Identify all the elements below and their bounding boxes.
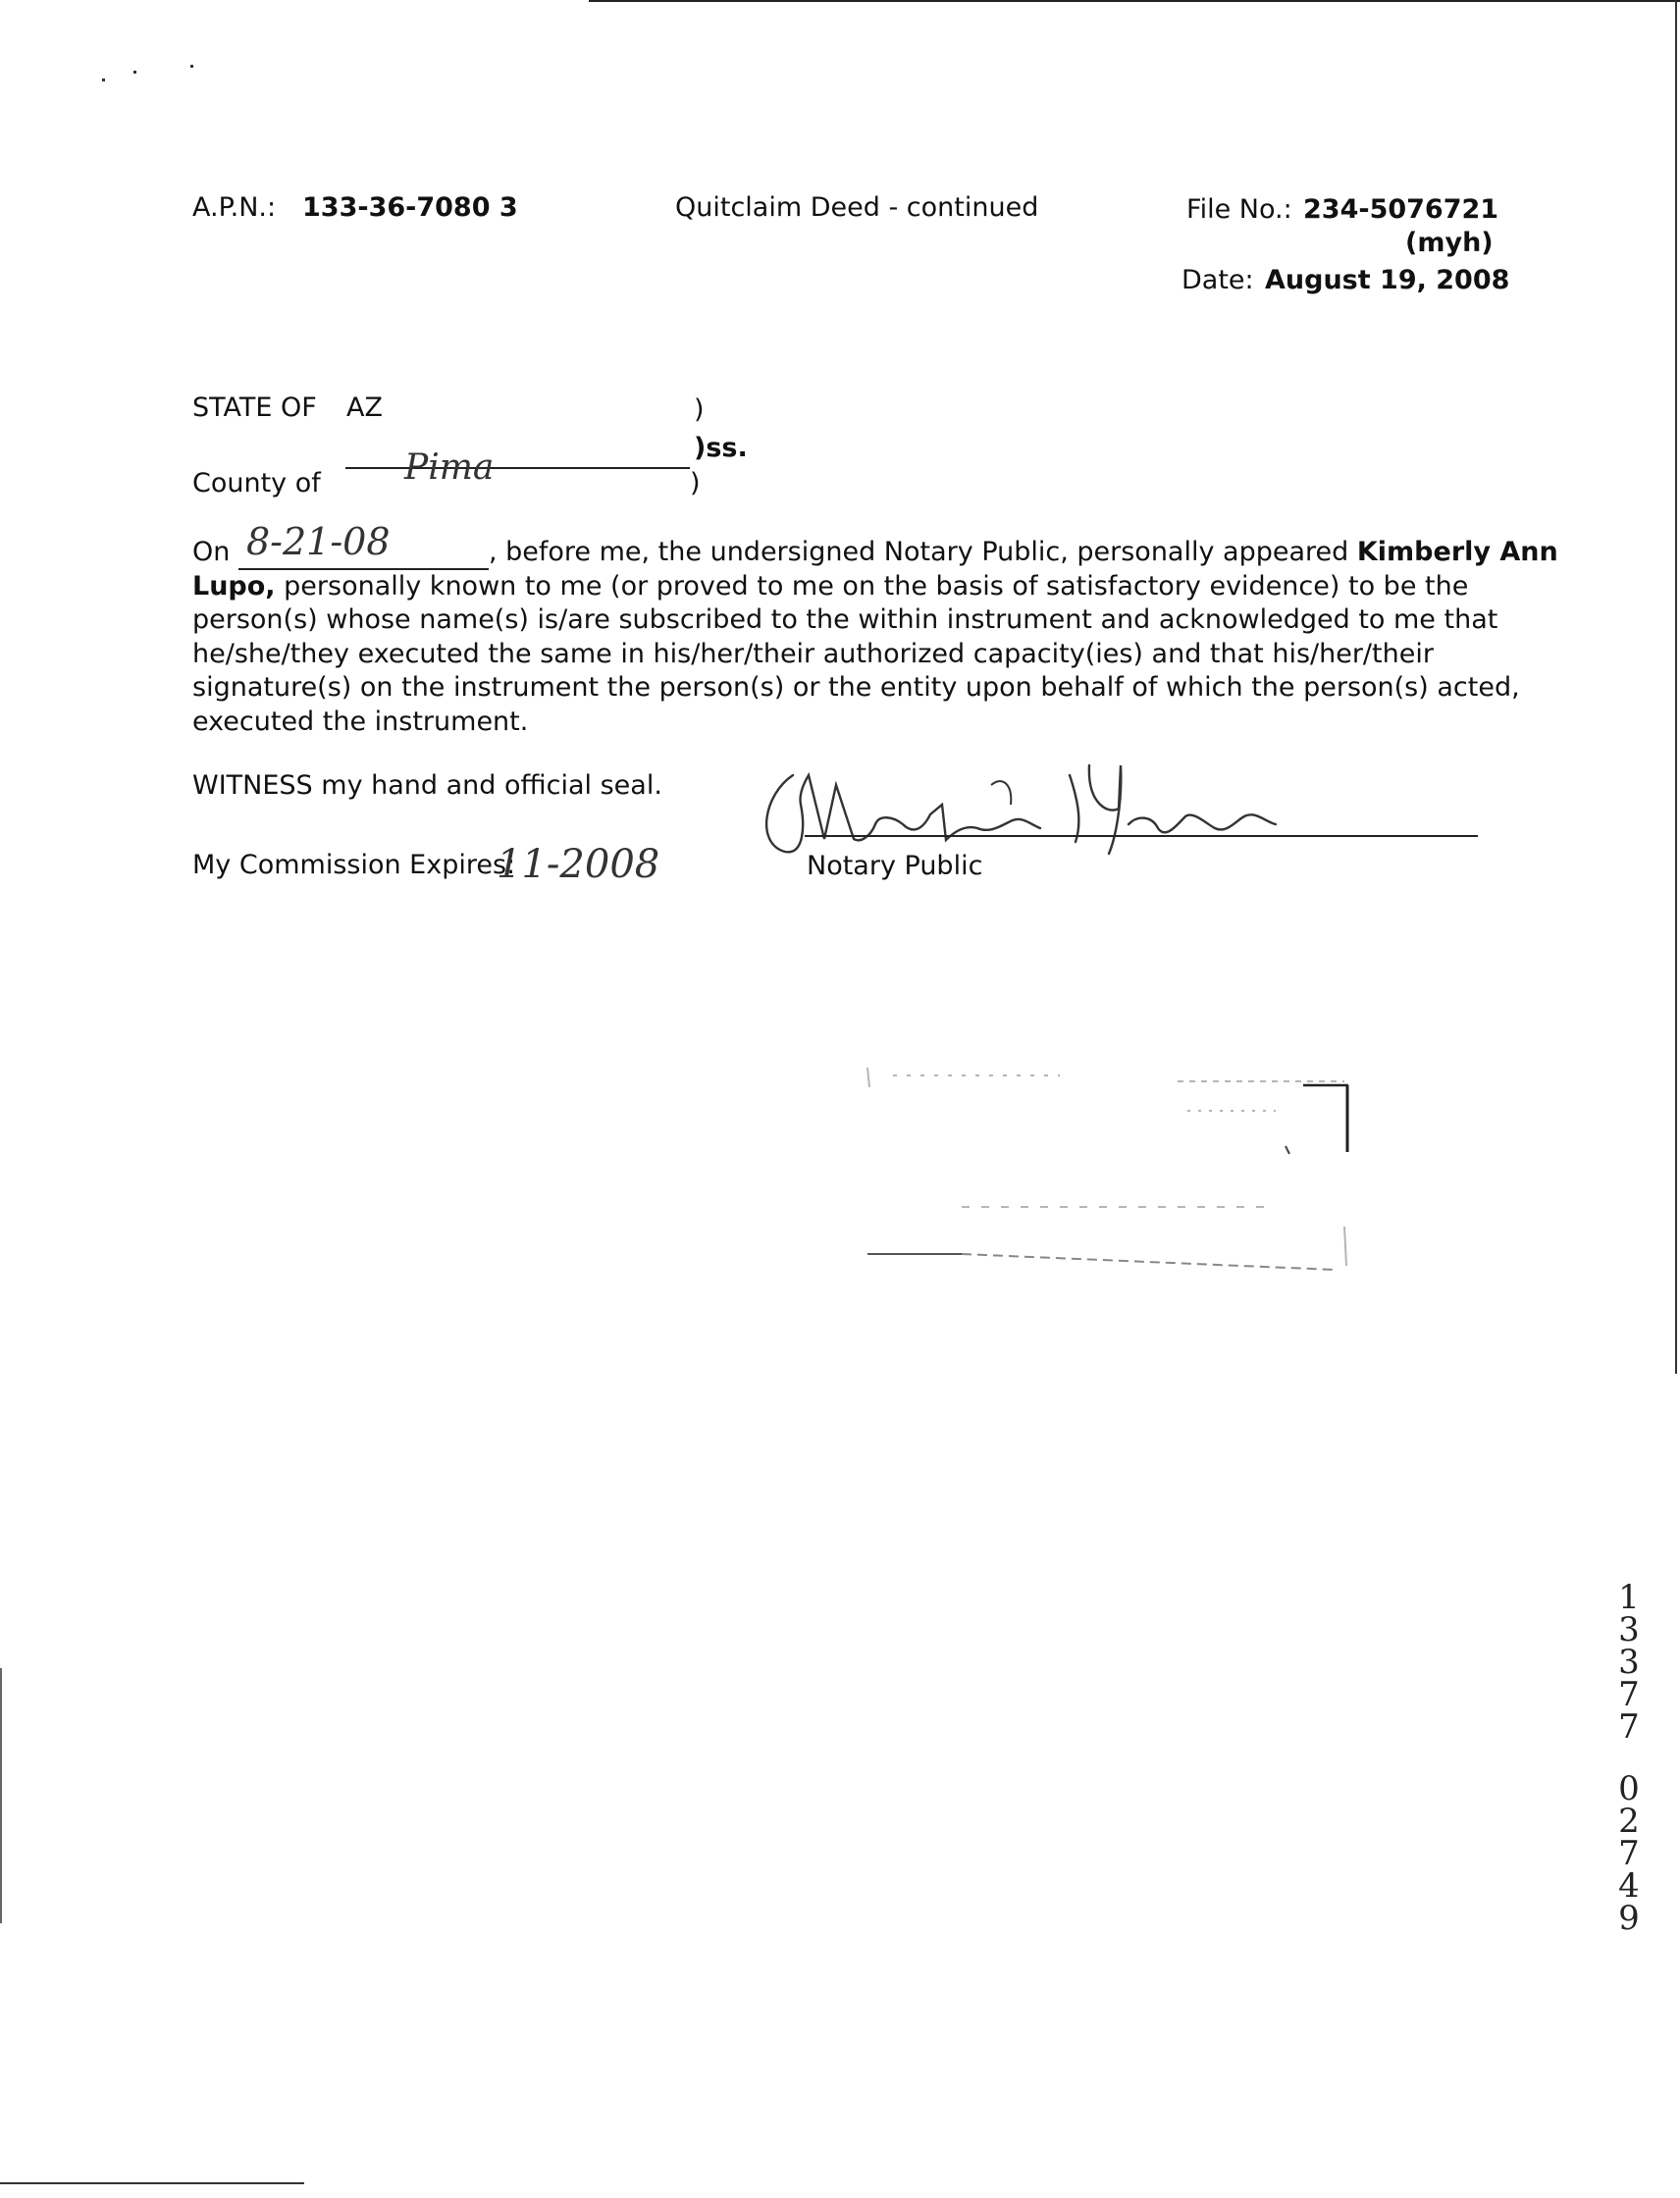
- ack-person-name-2: Lupo,: [192, 570, 276, 602]
- ack-line-6: executed the instrument.: [192, 706, 529, 737]
- ack-line-2-text: personally known to me (or proved to me on the basis of satisfactory evidence) to be the: [275, 570, 1469, 602]
- ack-line-2: [192, 570, 1488, 604]
- commission-handwritten: 11-2008: [497, 842, 660, 887]
- county-label: County of: [192, 468, 321, 498]
- scan-edge-top: [589, 0, 1680, 2]
- ack-line-5: signature(s) on the instrument the person(s) or the entity upon behalf of which the person(s) acted,: [192, 672, 1520, 703]
- date-value: August 19, 2008: [1265, 265, 1510, 295]
- notary-signature: [746, 746, 1492, 864]
- file-number-label: File No.:: [1186, 194, 1292, 225]
- witness-text: WITNESS my hand and official seal.: [192, 770, 662, 801]
- county-underline: [345, 467, 690, 469]
- side-record-number: 1 3 3 7 7 0 2 7 4 9: [1618, 1578, 1640, 1938]
- state-label: STATE OF: [192, 392, 317, 423]
- ack-line-4: he/she/they executed the same in his/her/their authorized capacity(ies) and that his/her/their: [192, 638, 1434, 669]
- venue-paren-top: ): [694, 394, 705, 425]
- date-label: Date:: [1181, 265, 1254, 295]
- apn-value: 133-36-7080 3: [302, 192, 518, 223]
- scan-edge-left: [0, 1668, 2, 1923]
- ack-line-3: person(s) whose name(s) is/are subscribed to the within instrument and acknowledged to me that: [192, 604, 1498, 635]
- state-value: AZ: [346, 392, 383, 423]
- venue-ss: )ss.: [694, 433, 748, 463]
- scan-speck: [190, 65, 193, 68]
- notary-public-label: Notary Public: [807, 851, 983, 881]
- scan-speck: [102, 78, 105, 81]
- ack-person-name-1: Kimberly Ann: [1356, 537, 1558, 567]
- ack-date-line: [238, 519, 489, 570]
- ack-line-1: [192, 519, 1558, 570]
- county-handwritten: Pima: [404, 447, 495, 488]
- venue-paren-bottom: ): [690, 468, 701, 498]
- ack-date-handwritten: 8-21-08: [245, 519, 391, 563]
- file-number-suffix: (myh): [1405, 228, 1494, 258]
- commission-label: My Commission Expires:: [192, 850, 516, 880]
- on-label: On: [192, 537, 231, 567]
- scan-speck: [133, 71, 136, 74]
- file-number-value: 234-5076721: [1303, 194, 1499, 225]
- apn-label: A.P.N.:: [192, 192, 277, 223]
- document-title: Quitclaim Deed - continued: [675, 192, 1039, 223]
- faded-recording-stamp: [864, 1060, 1354, 1281]
- ack-text-after-date: , before me, the undersigned Notary Public, personally appeared: [488, 537, 1357, 567]
- scan-edge-right: [1675, 0, 1677, 1374]
- scan-edge-bottom: [0, 2182, 304, 2184]
- acknowledgment-paragraph: [192, 519, 1558, 739]
